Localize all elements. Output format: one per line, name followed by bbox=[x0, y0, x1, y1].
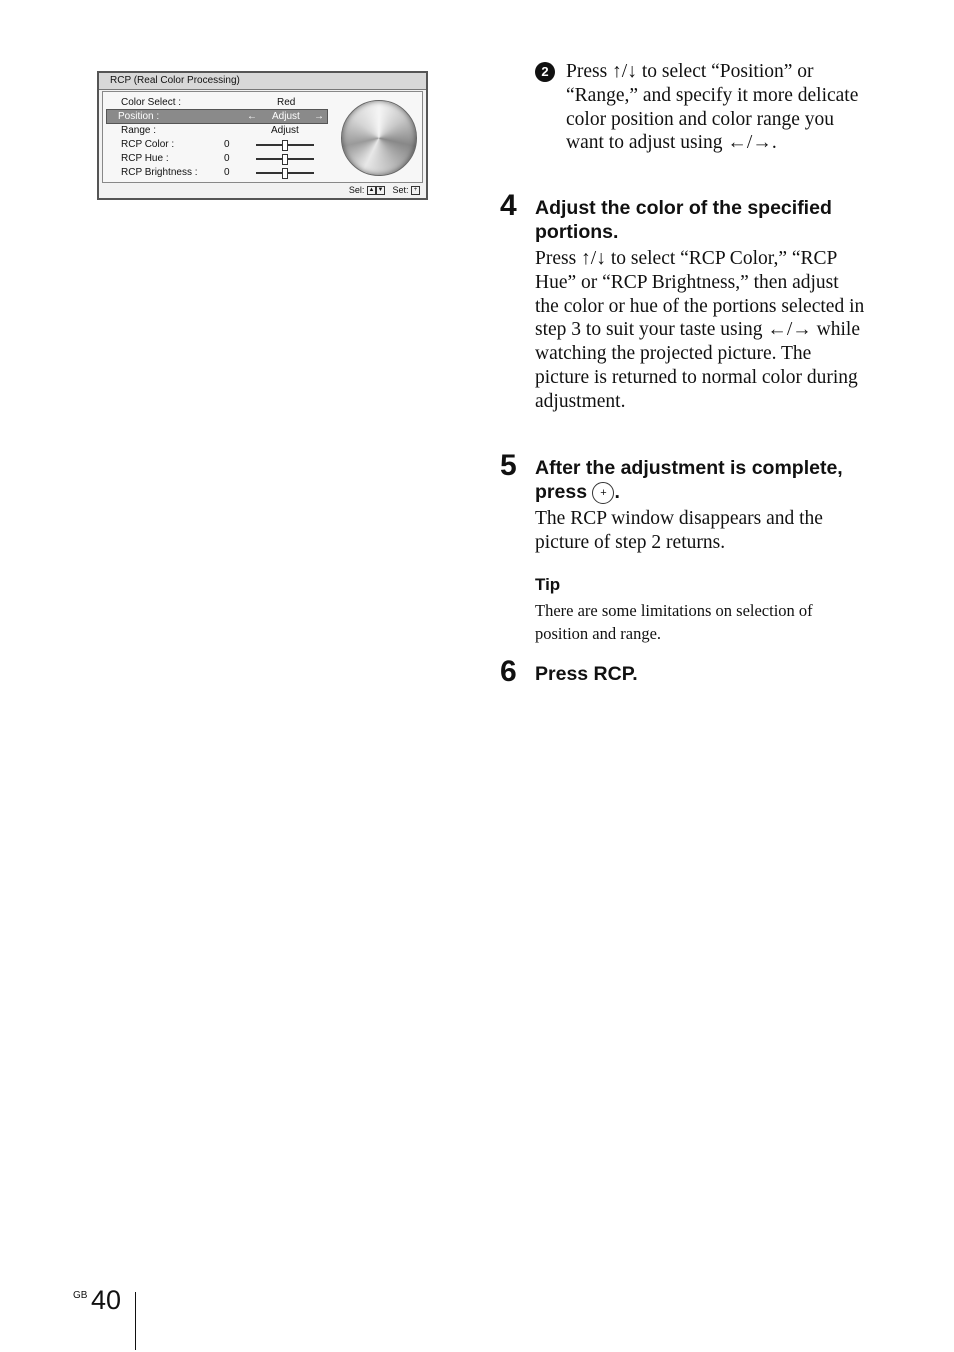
step-4-number: 4 bbox=[500, 189, 517, 222]
down-key-icon: ▼ bbox=[377, 187, 384, 194]
step-5-heading-end: . bbox=[614, 481, 620, 503]
menu-row-color-select bbox=[106, 96, 326, 109]
step-4 bbox=[535, 196, 865, 414]
rcp-color-slider[interactable] bbox=[256, 144, 314, 146]
enter-button-icon: + bbox=[592, 482, 614, 504]
step-6-number: 6 bbox=[500, 655, 517, 688]
step-6 bbox=[535, 662, 865, 689]
tip-section bbox=[535, 574, 865, 645]
step-5-heading-text: After the adjustment is complete, press bbox=[535, 457, 843, 503]
slider-knob[interactable] bbox=[282, 140, 288, 151]
rcp-menu-body bbox=[102, 91, 423, 183]
slider-knob[interactable] bbox=[282, 168, 288, 179]
step-5-body: The RCP window disappears and the picture of step 2 returns. bbox=[535, 508, 823, 553]
step-5-number: 5 bbox=[500, 449, 517, 482]
arrow-left-icon: ← bbox=[247, 111, 257, 122]
tip-body: There are some limitations on selection of position and range. bbox=[535, 601, 813, 643]
rcp-menu-figure bbox=[97, 71, 428, 200]
menu-row-value: Adjust bbox=[272, 111, 300, 122]
footer-sel-label: Sel: bbox=[348, 185, 365, 195]
menu-row-label: Range : bbox=[121, 125, 157, 136]
menu-row-label: RCP Color : bbox=[121, 139, 175, 150]
menu-row-rcp-brightness[interactable] bbox=[106, 166, 326, 179]
step-4-heading: Adjust the color of the specified portions. bbox=[535, 197, 832, 243]
rcp-hue-slider[interactable] bbox=[256, 158, 314, 160]
menu-row-label: RCP Hue : bbox=[121, 153, 169, 164]
menu-row-range[interactable] bbox=[106, 124, 326, 137]
menu-row-value: Adjust bbox=[271, 125, 299, 136]
substep-2-text: Press ↑/↓ to select “Position” or “Range,” and specify it more delicate color position and color range you want to adjust using ←/→. bbox=[566, 61, 859, 154]
menu-row-position[interactable] bbox=[106, 109, 328, 124]
menu-row-label: RCP Brightness : bbox=[121, 167, 198, 178]
page-divider bbox=[135, 1292, 136, 1350]
menu-row-label: Position : bbox=[118, 111, 160, 122]
substep-2 bbox=[535, 60, 865, 155]
arrow-right-icon: → bbox=[314, 111, 324, 122]
rcp-menu-title: RCP (Real Color Processing) bbox=[99, 73, 426, 90]
menu-row-rcp-color[interactable] bbox=[106, 138, 326, 151]
menu-row-rcp-hue[interactable] bbox=[106, 152, 326, 165]
tip-heading: Tip bbox=[535, 575, 561, 594]
step-5 bbox=[535, 456, 865, 555]
rcp-menu-footer bbox=[349, 184, 420, 196]
color-wheel-preview bbox=[341, 100, 417, 176]
menu-row-value: 0 bbox=[224, 139, 230, 150]
menu-row-value: 0 bbox=[224, 167, 230, 178]
menu-row-value: 0 bbox=[224, 153, 230, 164]
substep-bullet: 2 bbox=[535, 62, 555, 82]
up-key-icon: ▲ bbox=[368, 187, 375, 194]
rcp-brightness-slider[interactable] bbox=[256, 172, 314, 174]
step-4-body: Press ↑/↓ to select “RCP Color,” “RCP Hue” or “RCP Brightness,” then adjust the color or hue of the portions selected in step 3 to suit your taste using ←/→ while watching the projected picture. The picture is returned to normal color during adjustment. bbox=[535, 248, 865, 412]
menu-row-label: Color Select : bbox=[121, 97, 182, 108]
menu-row-value: Red bbox=[277, 97, 296, 108]
page-number: 40 bbox=[91, 1285, 122, 1315]
footer-set-label: Set: bbox=[392, 185, 409, 195]
slider-knob[interactable] bbox=[282, 154, 288, 165]
enter-key-icon: + bbox=[411, 186, 420, 195]
page-region-label: GB bbox=[73, 1290, 88, 1301]
step-6-heading: Press RCP. bbox=[535, 663, 638, 685]
step-5-heading bbox=[535, 456, 865, 504]
